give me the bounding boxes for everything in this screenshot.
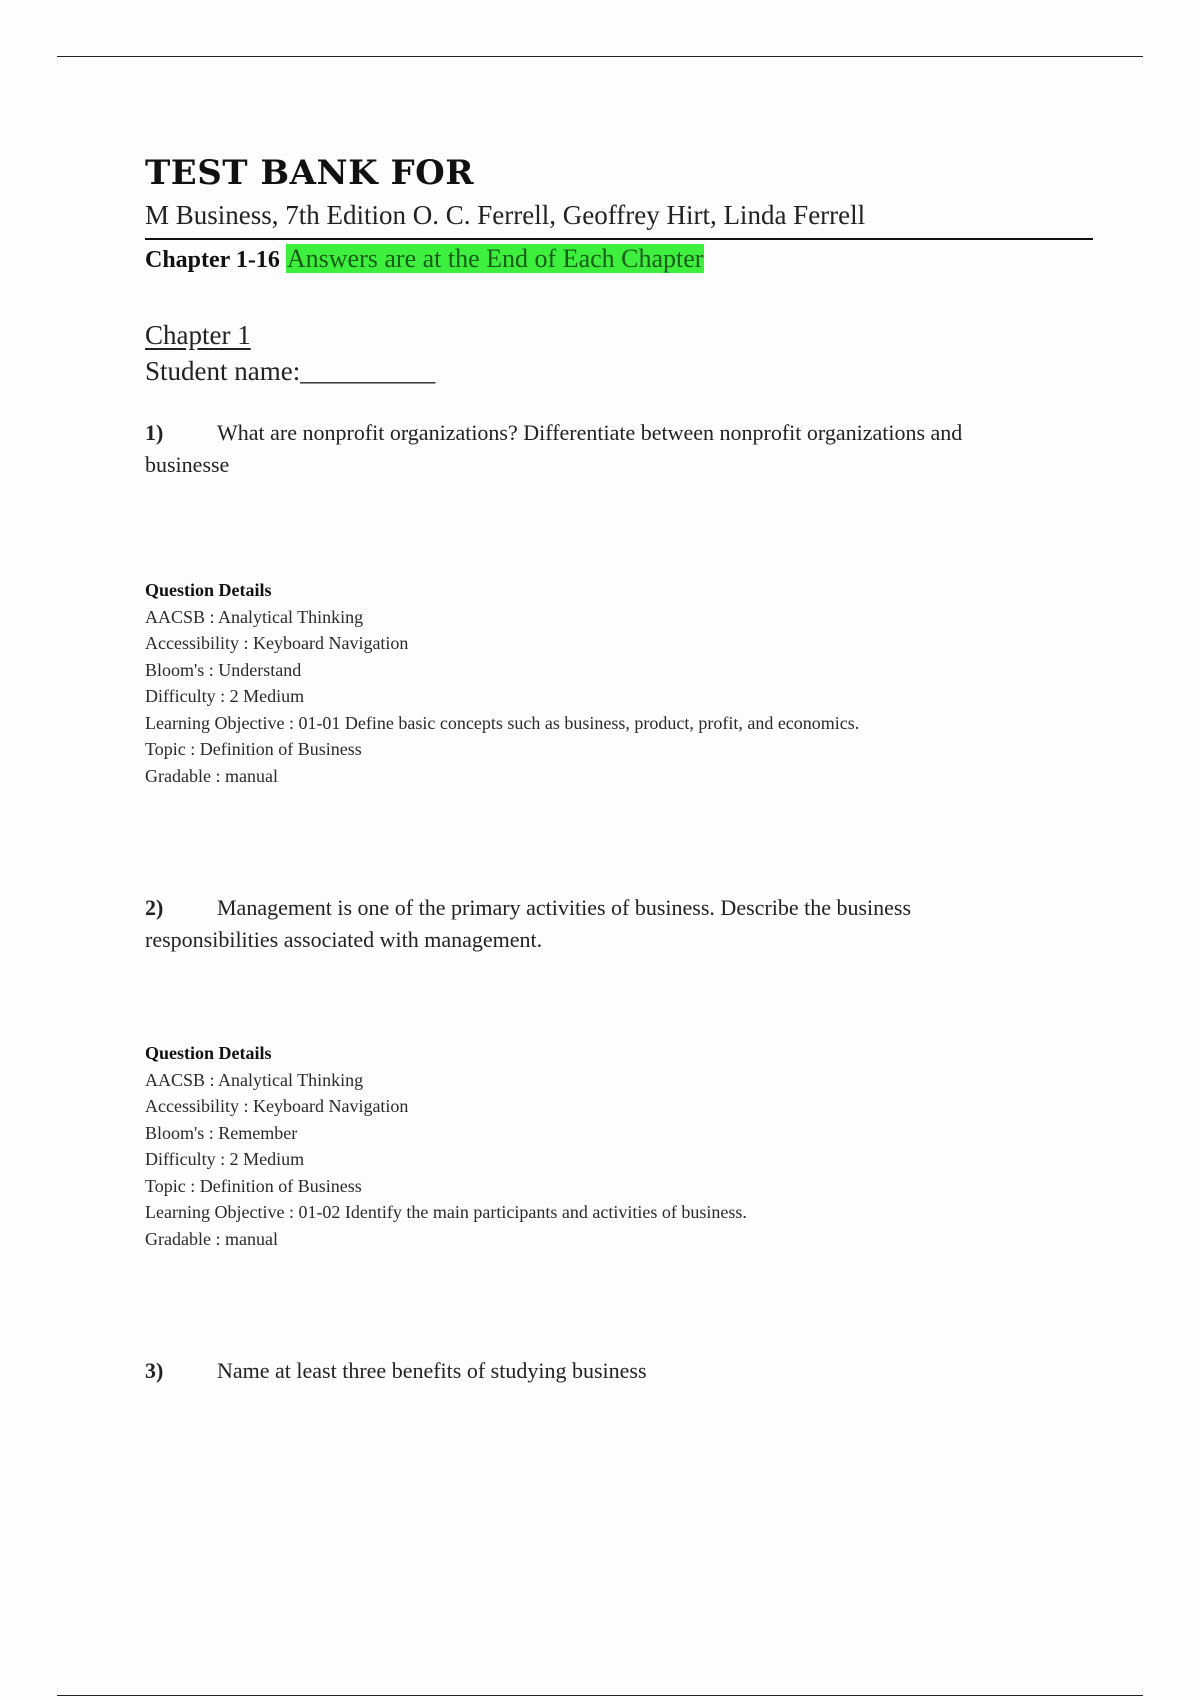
detail-line: Topic : Definition of Business — [145, 1175, 362, 1196]
detail-line: AACSB : Analytical Thinking — [145, 1069, 364, 1090]
page-content — [145, 150, 1093, 1387]
detail-line: Gradable : manual — [145, 765, 278, 786]
question-2-details — [145, 1040, 1093, 1252]
detail-line: Bloom's : Remember — [145, 1122, 298, 1143]
question-text: Name at least three benefits of studying business — [217, 1358, 647, 1383]
detail-line: Gradable : manual — [145, 1228, 278, 1249]
detail-line: Difficulty : 2 Medium — [145, 1149, 305, 1169]
detail-line: Learning Objective : 01-02 Identify the main participants and activities of business. — [145, 1202, 747, 1222]
student-name-field: Student name:__________ — [145, 356, 436, 386]
detail-line: Accessibility : Keyboard Navigation — [145, 1096, 409, 1116]
detail-line: AACSB : Analytical Thinking — [145, 606, 364, 627]
chapter-range: Chapter 1-16 — [145, 247, 280, 273]
question-text: Management is one of the primary activities of business. Describe the business — [217, 895, 912, 920]
chapter-range-line — [145, 242, 1093, 277]
document-title: TEST BANK FOR — [145, 153, 475, 193]
details-title: Question Details — [145, 1043, 272, 1063]
chapter-heading: Chapter 1 — [145, 320, 251, 350]
question-3 — [145, 1355, 1093, 1387]
question-text: What are nonprofit organizations? Differentiate between nonprofit organizations and — [217, 420, 963, 445]
detail-line: Learning Objective : 01-01 Define basic concepts such as business, product, profit, and economics. — [145, 712, 860, 733]
details-title: Question Details — [145, 580, 272, 600]
detail-line: Bloom's : Understand — [145, 659, 302, 680]
question-text-continued: businesse — [145, 452, 230, 477]
question-text-continued: responsibilities associated with management. — [145, 927, 543, 952]
detail-line: Topic : Definition of Business — [145, 739, 362, 759]
top-rule — [57, 56, 1143, 57]
question-2 — [145, 892, 1093, 956]
question-number: 3) — [145, 1358, 164, 1383]
bottom-rule — [57, 1695, 1143, 1696]
question-number: 2) — [145, 895, 164, 920]
question-1 — [145, 417, 1093, 481]
detail-line: Accessibility : Keyboard Navigation — [145, 633, 409, 653]
answers-note-highlight: Answers are at the End of Each Chapter — [286, 244, 704, 273]
question-number: 1) — [145, 420, 164, 445]
detail-line: Difficulty : 2 Medium — [145, 686, 305, 706]
question-1-details — [145, 577, 1093, 789]
document-subtitle: M Business, 7th Edition O. C. Ferrell, Geoffrey Hirt, Linda Ferrell — [145, 196, 1093, 240]
